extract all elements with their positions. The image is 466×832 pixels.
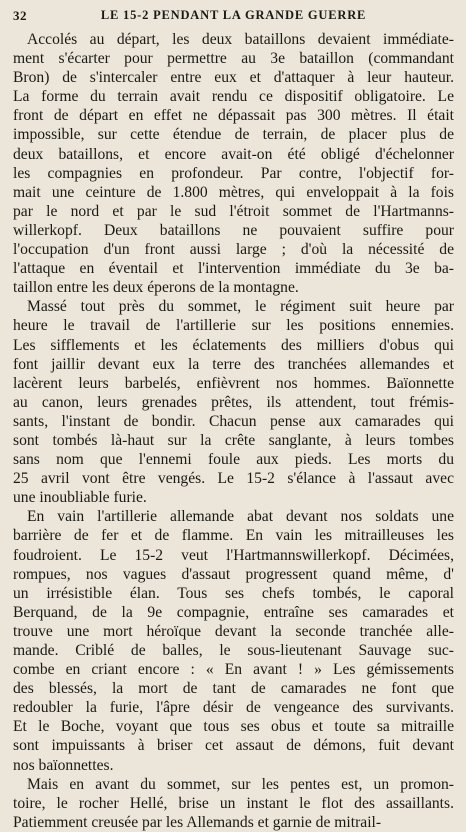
text-line: un irrésistible élan. Tous ses chefs tombés, le caporal [13, 584, 454, 602]
text-line: l'attaque en éventail et l'intervention immédiate du 3e ba- [13, 260, 454, 278]
text-line: sont impuissants à briser cet assaut de démons, fuit devant [13, 737, 454, 755]
paragraph [13, 775, 454, 832]
text-line: ment s'écarter pour permettre au 3e bataillon (commandant [13, 50, 454, 68]
text-line: 25 avril vont être vengés. Le 15-2 s'élance à l'assaut avec [13, 470, 454, 488]
text-line: toire, le rocher Hellé, brise un instant le flot des assaillants. [13, 794, 454, 812]
text-line: Patiemment creusée par les Allemands et garnie de mitrail- [13, 813, 382, 831]
text-line: lacèrent leurs barbelés, enfièvrent nos hommes. Baïonnette [13, 374, 454, 392]
text-line: rompues, nos vagues d'assaut progressent quand même, d' [13, 565, 454, 583]
text-line: foudroient. Le 15-2 veut l'Hartmannswillerkopf. Décimées, [13, 546, 454, 564]
text-line: En vain l'artillerie allemande abat devant nos soldats une [27, 508, 454, 526]
text-line: au canon, leurs grenades prêtes, ils attendent, tout frémis- [13, 393, 454, 411]
text-line: sants, l'instant de bondir. Chacun pense aux camarades qui [13, 412, 454, 430]
text-line: des blessés, la mort de tant de camarades ne font que [13, 680, 454, 698]
text-line: deux bataillons, et encore avait-on été obligé d'échelonner [13, 145, 454, 163]
text-line: combe en criant encore : « En avant ! » Les gémissements [13, 661, 454, 679]
text-line: sont tombés là-haut sur la crête sanglante, à leurs tombes [13, 431, 454, 449]
text-line: willerkopf. Deux bataillons ne pouvaient suffire pour [13, 221, 454, 239]
text-line: mait une ceinture de 1.800 mètres, qui enveloppait à la fois [13, 183, 454, 201]
text-line: une inoubliable furie. [13, 489, 147, 507]
text-line: Mais en avant du sommet, sur les pentes est, un promon- [27, 775, 454, 793]
page-body [13, 30, 454, 832]
paragraph [13, 507, 454, 774]
page-number: 32 [13, 8, 27, 23]
text-line: taillon entre les deux éperons de la montagne. [13, 279, 299, 297]
text-line: les compagnies en profondeur. Par contre, l'objectif for- [13, 164, 454, 182]
paragraph [13, 30, 454, 297]
text-line: l'occupation d'un front aussi large ; d'où la nécessité de [13, 241, 454, 259]
text-line: Berquand, de la 9e compagnie, entraîne ses camarades et [13, 603, 454, 621]
text-line: Et le Boche, voyant que tous ses obus et toute sa mitraille [13, 718, 454, 736]
text-line: Les sifflements et les éclatements des milliers d'obus qui [13, 336, 454, 354]
text-line: nos baïonnettes. [13, 756, 114, 774]
paragraph [13, 297, 454, 507]
text-line: Massé tout près du sommet, le régiment suit heure par [27, 298, 454, 316]
text-line: impossible, sur cette étendue de terrain, de placer plus de [13, 126, 454, 144]
text-line: barrière de fer et de flamme. En vain les mitrailleuses les [13, 527, 454, 545]
page-header [13, 8, 454, 30]
text-line: La forme du terrain avait rendu ce dispositif obligatoire. Le [13, 88, 454, 106]
text-line: sans nom que l'ennemi foule aux pieds. Les morts du [13, 451, 454, 469]
text-line: mande. Criblé de balles, le sous-lieutenant Sauvage suc- [13, 642, 454, 659]
text-line: redoubler la furie, l'âpre désir de vengeance des survivants. [13, 699, 454, 717]
text-line: par le nord et par le sud l'étroit sommet de l'Hartmanns- [13, 202, 454, 220]
text-line: Bron) de s'intercaler entre eux et d'attaquer à leur hauteur. [13, 69, 454, 87]
text-line: Accolés au départ, les deux bataillons devaient immédiate- [27, 31, 454, 48]
text-line: trouve une mort héroïque devant la seconde tranchée alle- [13, 622, 454, 640]
text-line: font jaillir devant eux la terre des tranchées allemandes et [13, 355, 454, 373]
text-line: heure le travail de l'artillerie sur les positions ennemies. [13, 317, 454, 335]
text-line: front de départ en effet ne dépassait pas 300 mètres. Il était [13, 107, 454, 125]
running-title: LE 15-2 PENDANT LA GRANDE GUERRE [100, 8, 367, 22]
